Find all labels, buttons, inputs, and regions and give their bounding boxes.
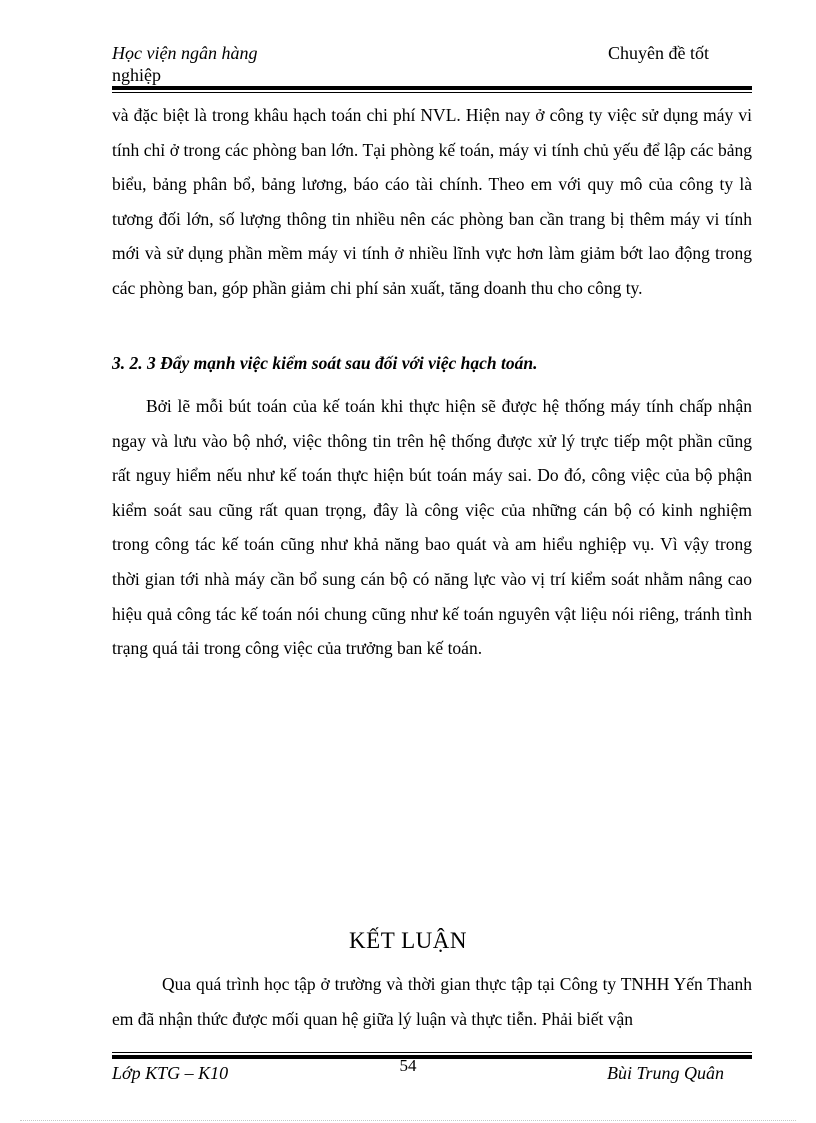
body-paragraph: Bởi lẽ mỗi bút toán của kế toán khi thực hiện sẽ được hệ thống máy tính chấp nhận ngay và lưu vào bộ nhớ, việc thông tin trên hệ thống được xử lý trực tiếp một phần cũng rất nguy hiểm nếu như kế toán thực hiện bút toán máy sai. Do đó, công việc của bộ phận kiểm soát sau cũng rất quan trọng, đây là công việc của những cán bộ có kinh nghiệm trong công tác kế toán cũng như khả năng bao quát và am hiểu nghiệp vụ. Vì vậy trong thời gian tới nhà máy cần bổ sung cán bộ có năng lực vào vị trí kiểm soát nhằm nâng cao hiệu quả công tác kế toán nói chung cũng như kế toán nguyên vật liệu nói riêng, tránh tình trạng quá tải trong công việc của trưởng ban kế toán. <box>112 396 752 659</box>
section-conclusion <box>112 967 752 1036</box>
body-paragraph: và đặc biệt là trong khâu hạch toán chi phí NVL. Hiện nay ở công ty việc sử dụng máy vi tính chỉ ở trong các phòng ban lớn. Tại phòng kế toán, máy vi tính chủ yếu để lập các bảng biểu, bảng phân bổ, bảng lương, báo cáo tài chính. Theo em với quy mô của công ty là tương đối lớn, số lượng thông tin nhiều nên các phòng ban cần trang bị thêm máy vi tính mới và sử dụng phần mềm máy vi tính ở nhiều lĩnh vực hơn làm giảm bớt lao động trong các phòng ban, góp phần giảm chi phí sản xuất, tăng doanh thu cho công ty. <box>112 105 752 298</box>
section-heading: 3. 2. 3 Đẩy mạnh việc kiểm soát sau đối với việc hạch toán. <box>112 353 538 373</box>
footer-class: Lớp KTG – K10 <box>112 1063 229 1083</box>
header-rule-thick <box>112 86 752 90</box>
chapter-title: KẾT LUẬN <box>349 928 467 953</box>
footer-rule-thin <box>112 1052 752 1053</box>
section-computer-use <box>112 98 752 306</box>
body-paragraph: Qua quá trình học tập ở trường và thời gian thực tập tại Công ty TNHH Yến Thanh em đã nhận thức được mối quan hệ giữa lý luận và thực tiễn. Phải biết vận <box>112 974 752 1029</box>
header-institution: Học viện ngân hàng <box>112 43 258 63</box>
page-edge-divider <box>20 1120 796 1121</box>
header-institution-continued: nghiệp <box>112 65 161 85</box>
footer-author: Bùi Trung Quân <box>607 1063 725 1083</box>
header-document-type: Chuyên đề tốt <box>608 43 709 63</box>
section-post-audit <box>112 389 752 666</box>
header-rule-thin <box>112 92 752 93</box>
page-number: 54 <box>399 1056 417 1075</box>
